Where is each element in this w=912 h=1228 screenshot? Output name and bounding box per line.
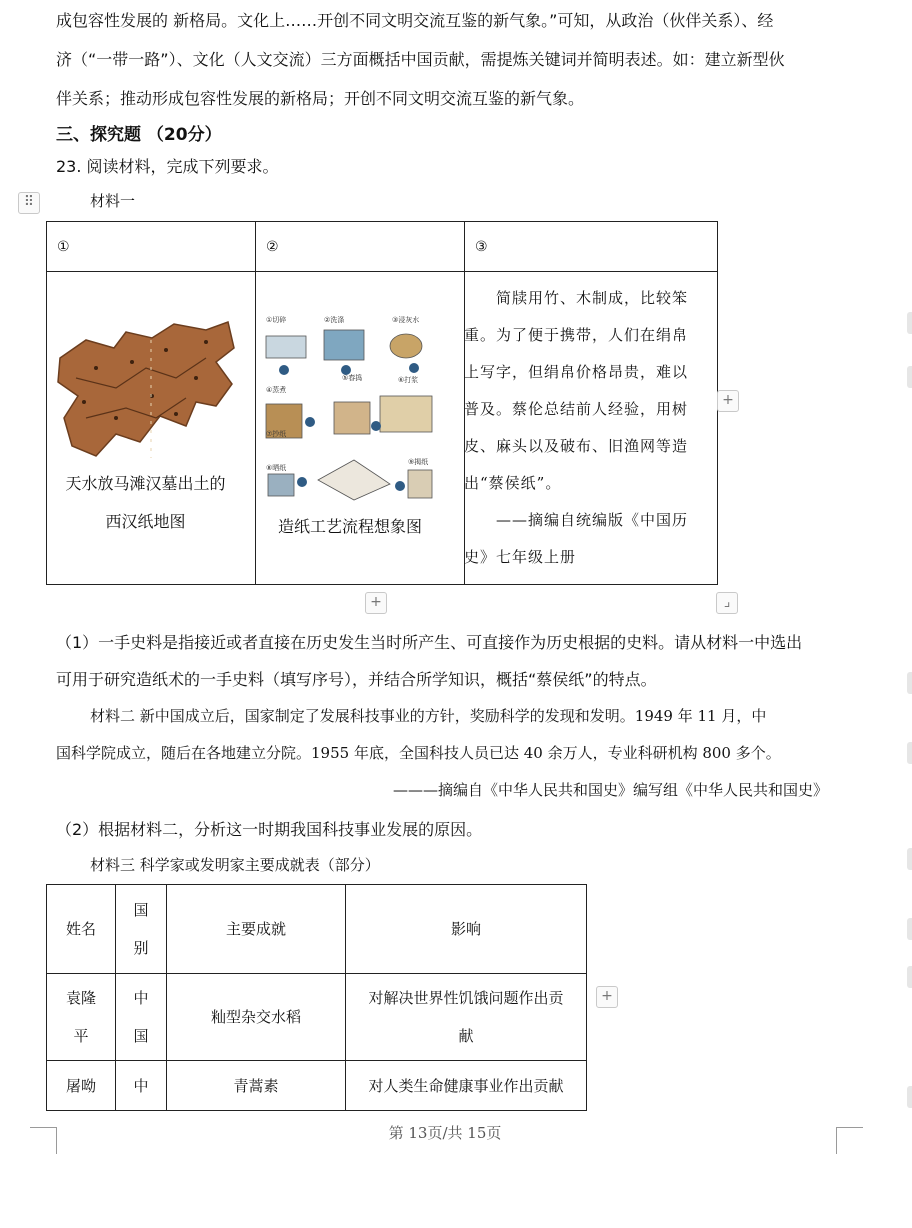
scroll-marker [907, 366, 912, 388]
cell3-line-8: 史》七年级上册 [464, 548, 577, 566]
row1-name-1: 袁隆 [65, 989, 96, 1007]
row1-name-2: 平 [73, 1027, 89, 1045]
th-country-2: 别 [133, 939, 149, 957]
row2-impact: 对人类生命健康事业作出贡献 [346, 1061, 587, 1111]
th-country-1: 国 [133, 901, 149, 919]
question-intro: 23. 阅读材料，完成下列要求。 [56, 157, 279, 176]
scroll-marker [907, 848, 912, 870]
q1-line-2: 可用于研究造纸术的一手史料（填写序号），并结合所学知识，概括“蔡侯纸”的特点。 [56, 670, 657, 689]
step-label-4: ④蒸煮 [266, 386, 287, 394]
text-line-3: 伴关系；推动形成包容性发展的新格局；开创不同文明交流互鉴的新气象。 [56, 89, 585, 108]
step-label-8: ⑧晒纸 [266, 464, 287, 472]
step-label-6: ⑥打浆 [398, 376, 419, 384]
papermaking-caption: 造纸工艺流程想象图 [277, 517, 422, 536]
row1-name [47, 974, 116, 1061]
map-caption-line-2: 西汉纸地图 [105, 512, 186, 531]
table-resize-handle-icon[interactable]: ⌟ [716, 592, 738, 614]
th-impact: 影响 [346, 885, 587, 974]
table-row [47, 1061, 587, 1111]
th-country [116, 885, 167, 974]
row1-impact [346, 974, 587, 1061]
q2-text: （2）根据材料二，分析这一时期我国科技事业发展的原因。 [56, 820, 483, 839]
text-line-1: 成包容性发展的 新格局。文化上……开创不同文明交流互鉴的新气象。”可知，从政治（伙伴关系）、经 [56, 11, 774, 30]
scroll-marker [907, 312, 912, 334]
add-column-button-2[interactable]: + [596, 986, 618, 1008]
row1-country-2: 国 [133, 1027, 149, 1045]
material2-line-2: 国科学院成立，随后在各地建立分院。1955 年底，全国科技人员已达 40 余万人，专业科研机构 800 多个。 [56, 744, 781, 762]
cell3-line-3: 上写字，但绢帛价格昂贵，难以 [464, 363, 689, 381]
row2-country: 中 [116, 1061, 167, 1111]
cell3-line-4: 普及。蔡伦总结前人经验，用树 [464, 400, 689, 418]
scroll-marker [907, 918, 912, 940]
step-label-7: ⑦抄纸 [266, 430, 287, 438]
material3-label: 材料三 科学家或发明家主要成就表（部分） [90, 856, 380, 874]
row1-country [116, 974, 167, 1061]
q1-line-1: （1）一手史料是指接近或者直接在历史发生当时所产生、可直接作为历史根据的史料。请从材料一中选出 [56, 633, 803, 652]
row1-impact-1: 对解决世界性饥饿问题作出贡 [368, 989, 564, 1007]
drag-handle-icon[interactable]: ⠿ [18, 192, 40, 214]
map-caption-line-1: 天水放马滩汉墓出土的 [65, 474, 226, 493]
scroll-marker [907, 966, 912, 988]
cell3-line-1: 简牍用竹、木制成，比较笨 [496, 289, 689, 307]
cell3-line-6: 出“蔡侯纸”。 [464, 474, 562, 492]
material2-line-1: 材料二 新中国成立后，国家制定了发展科技事业的方针，奖励科学的发现和发明。1949 年 11 月，中 [90, 707, 767, 725]
material1-label: 材料一 [90, 192, 136, 210]
material2-source: ———摘编自《中华人民共和国史》编写组《中华人民共和国史》 [392, 781, 828, 799]
step-label-1: ①切碎 [266, 316, 287, 324]
step-label-5: ⑤舂捣 [342, 374, 363, 382]
step-label-3: ③浸灰水 [392, 316, 420, 324]
scroll-marker [907, 1086, 912, 1108]
papermaking-process-illustration [258, 310, 440, 506]
text-line-2: 济（“一带一路”）、文化（人文交流）三方面概括中国贡献，需提炼关键词并简明表述。如：建立新型伙 [56, 50, 785, 69]
cell3-line-5: 皮、麻头以及破布、旧渔网等造 [464, 437, 689, 455]
step-label-2: ②洗涤 [324, 316, 345, 324]
row1-impact-2: 献 [458, 1027, 474, 1045]
row1-achievement: 籼型杂交水稻 [167, 974, 346, 1061]
add-row-button[interactable]: + [365, 592, 387, 614]
row2-achievement: 青蒿素 [167, 1061, 346, 1111]
material3-table [46, 884, 587, 1111]
header-cell-1: ① [47, 222, 256, 272]
row2-name: 屠呦 [47, 1061, 116, 1111]
th-achievement: 主要成就 [167, 885, 346, 974]
page-number: 第 13页/共 15页 [388, 1124, 502, 1142]
section-title: 三、探究题 （20分） [56, 125, 222, 145]
table-row [47, 974, 587, 1061]
header-cell-3: ③ [465, 222, 718, 272]
row1-country-1: 中 [133, 989, 149, 1007]
ancient-paper-map-image [56, 318, 236, 460]
cell3-line-2: 重。为了便于携带，人们在绢帛 [464, 326, 689, 344]
add-column-button[interactable]: + [717, 390, 739, 412]
step-label-9: ⑨揭纸 [408, 458, 429, 466]
cell3-line-7: ——摘编自统编版《中国历 [496, 511, 689, 529]
th-name: 姓名 [47, 885, 116, 974]
scroll-marker [907, 672, 912, 694]
header-cell-2: ② [256, 222, 465, 272]
scroll-marker [907, 742, 912, 764]
